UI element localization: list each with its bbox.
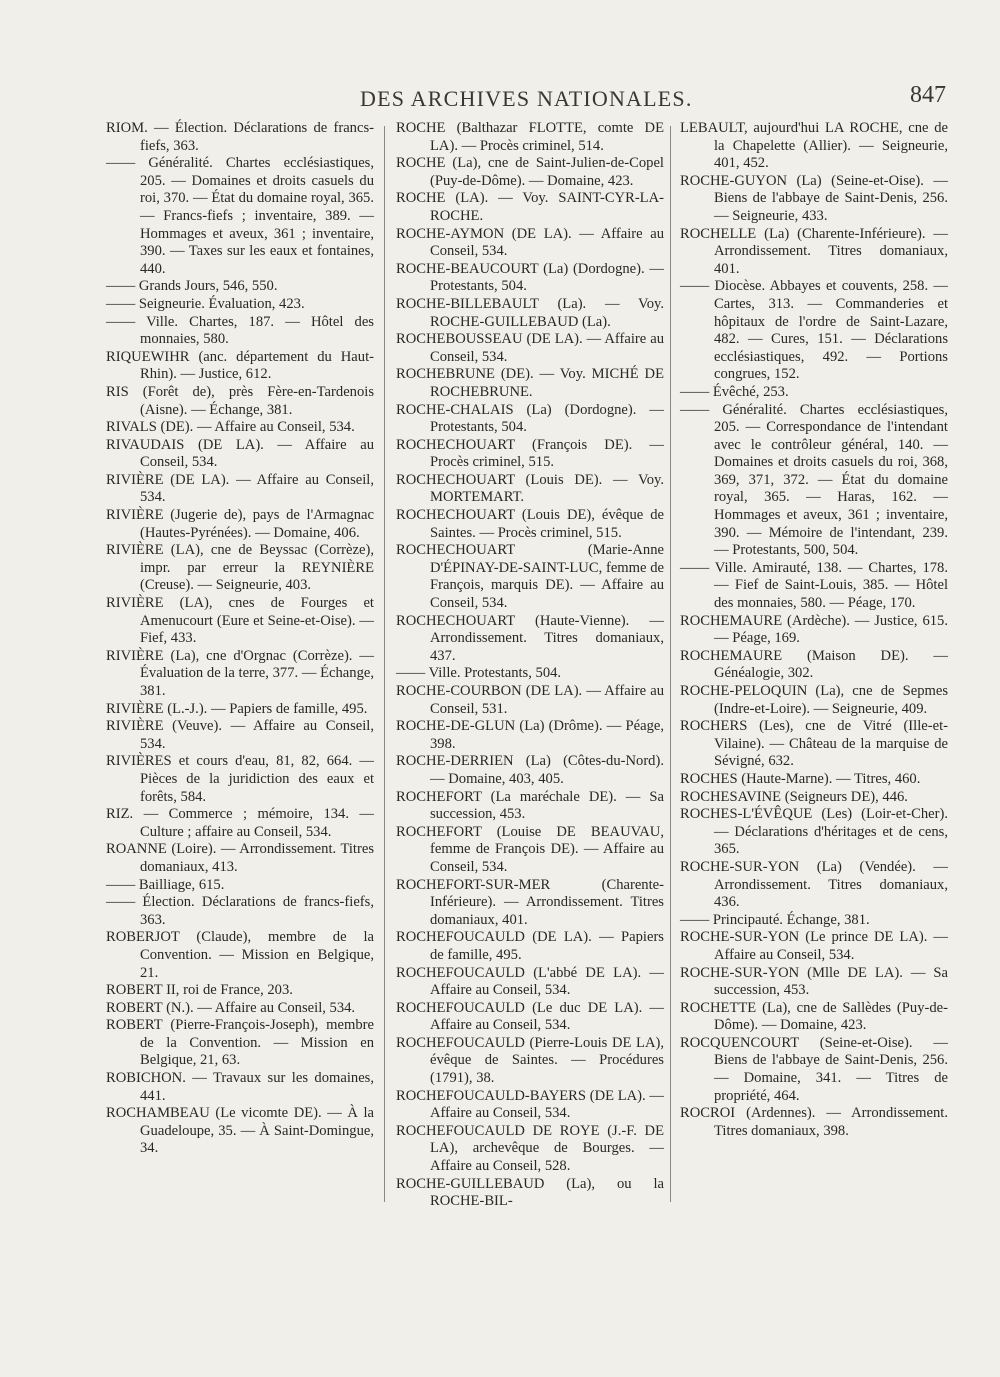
index-entry: LEBAULT, aujourd'hui LA ROCHE, cne de la Chapelette (Allier). — Seigneurie, 401, 452. — [680, 120, 948, 172]
index-column-middle — [396, 120, 664, 1211]
index-entry: RIVIÈRE (Veuve). — Affaire au Conseil, 534. — [106, 718, 374, 752]
index-entry: ROCHELLE (La) (Charente-Inférieure). — Arrondissement. Titres domaniaux, 401. — [680, 225, 948, 277]
index-entry: RIVIÈRES et cours d'eau, 81, 82, 664. — Pièces de la juridiction des eaux et forêts, 584. — [106, 753, 374, 805]
index-entry: ROCHECHOUART (Louis DE). — Voy. MORTEMART. — [396, 471, 664, 506]
index-entry: ROCHEFOUCAULD (L'abbé DE LA). — Affaire au Conseil, 534. — [396, 964, 664, 999]
index-entry: —— Évêché, 253. — [680, 383, 789, 400]
index-entry: —— Généralité. Chartes ecclésiastiques, 205. — Domaines et droits casuels du roi, 370. — État du domaine royal, 365. — Francs-fiefs ; inventaire, 389. — Hommages et aveux, 361 ; inventaire, 390. — Taxes sur les eaux et fontaines, 440. — [106, 155, 374, 277]
index-entry: ROBICHON. — Travaux sur les domaines, 441. — [106, 1070, 374, 1104]
index-entry: ROCHES-L'ÉVÊQUE (Les) (Loir-et-Cher). — Déclarations d'héritages et de cens, 365. — [680, 806, 948, 858]
index-entry: ROCHECHOUART (Louis DE), évêque de Saintes. — Procès criminel, 515. — [396, 507, 664, 541]
index-entry: ROCHE-GUYON (La) (Seine-et-Oise). — Biens de l'abbaye de Saint-Denis, 256. — Seigneurie, 433. — [680, 172, 948, 224]
index-entry: ROANNE (Loire). — Arrondissement. Titres domaniaux, 413. — [106, 841, 374, 875]
index-entry: ROCHESAVINE (Seigneurs DE), 446. — [680, 788, 908, 805]
index-entry: RIS (Forêt de), près Fère-en-Tardenois (Aisne). — Échange, 381. — [106, 383, 374, 418]
index-entry: —— Élection. Déclarations de francs-fiefs, 363. — [106, 894, 374, 928]
index-entry: —— Ville. Chartes, 187. — Hôtel des monnaies, 580. — [106, 313, 374, 348]
index-entry: ROCQUENCOURT (Seine-et-Oise). — Biens de l'abbaye de Saint-Denis, 256. — Domaine, 341. — Titres de propriété, 464. — [680, 1034, 948, 1104]
index-entry: —— Seigneurie. Évaluation, 423. — [106, 295, 305, 312]
index-entry: RIVIÈRE (LA), cnes de Fourges et Amenucourt (Eure et Seine-et-Oise). — Fief, 433. — [106, 595, 374, 647]
index-entry: RIVIÈRE (LA), cne de Beyssac (Corrèze), impr. par erreur la REYNIÈRE (Creuse). — Seigneurie, 403. — [106, 542, 374, 594]
index-entry: ROCHE-COURBON (DE LA). — Affaire au Conseil, 531. — [396, 683, 664, 717]
index-entry: —— Principauté. Échange, 381. — [680, 911, 870, 928]
index-entry: ROCHE (LA). — Voy. SAINT-CYR-LA-ROCHE. — [396, 190, 664, 224]
index-entry: ROCHECHOUART (Marie-Anne D'ÉPINAY-DE-SAINT-LUC, femme de François, marquis DE). — Affaire au Conseil, 534. — [396, 542, 664, 612]
running-title: DES ARCHIVES NATIONALES. — [360, 86, 693, 111]
index-column-left — [106, 120, 374, 1158]
index-entry: ROCROI (Ardennes). — Arrondissement. Titres domaniaux, 398. — [680, 1105, 948, 1139]
index-entry: ROCHES (Haute-Marne). — Titres, 460. — [680, 770, 921, 787]
index-entry: RIVIÈRE (La), cne d'Orgnac (Corrèze). — Évaluation de la terre, 377. — Échange, 381. — [106, 647, 374, 699]
index-entry: ROCHEMAURE (Ardèche). — Justice, 615. — Péage, 169. — [680, 612, 948, 647]
index-entry: ROCHEFOUCAULD (DE LA). — Papiers de famille, 495. — [396, 929, 664, 963]
index-entry: ROCHAMBEAU (Le vicomte DE). — À la Guadeloupe, 35. — À Saint-Domingue, 34. — [106, 1105, 374, 1157]
index-entry: RIVALS (DE). — Affaire au Conseil, 534. — [106, 419, 355, 436]
index-entry: RIVIÈRE (L.-J.). — Papiers de famille, 495. — [106, 700, 368, 717]
index-entry: ROBERT II, roi de France, 203. — [106, 982, 293, 999]
index-entry: ROCHEFOUCAULD (Le duc DE LA). — Affaire au Conseil, 534. — [396, 999, 664, 1034]
index-entry: ROCHEFORT (Louise DE BEAUVAU, femme de François DE). — Affaire au Conseil, 534. — [396, 823, 664, 875]
index-entry: ROCHEFOUCAULD (Pierre-Louis DE LA), évêque de Saintes. — Procédures (1791), 38. — [396, 1034, 664, 1087]
index-entry: ROCHE-DERRIEN (La) (Côtes-du-Nord). — Domaine, 403, 405. — [396, 753, 664, 787]
index-entry: —— Ville. Protestants, 504. — [396, 665, 562, 682]
index-entry: ROCHE-BILLEBAULT (La). — Voy. ROCHE-GUILLEBAUD (La). — [396, 295, 664, 330]
index-entry: RIZ. — Commerce ; mémoire, 134. — Culture ; affaire au Conseil, 534. — [106, 806, 374, 840]
index-entry: ROCHE-GUILLEBAUD (La), ou la ROCHE-BIL- — [396, 1175, 664, 1210]
index-entry: ROCHEFOUCAULD-BAYERS (DE LA). — Affaire au Conseil, 534. — [396, 1087, 664, 1122]
index-entry: RIOM. — Élection. Déclarations de francs-fiefs, 363. — [106, 120, 374, 154]
page-number: 847 — [910, 82, 946, 108]
index-entry: ROBERJOT (Claude), membre de la Convention. — Mission en Belgique, 21. — [106, 929, 374, 981]
index-entry: ROCHE-SUR-YON (Le prince DE LA). — Affaire au Conseil, 534. — [680, 929, 948, 963]
index-entry: RIVIÈRE (DE LA). — Affaire au Conseil, 534. — [106, 471, 374, 506]
index-entry: ROCHEFORT-SUR-MER (Charente-Inférieure). — Arrondissement. Titres domaniaux, 401. — [396, 876, 664, 928]
index-entry: ROCHE-PELOQUIN (La), cne de Sepmes (Indre-et-Loire). — Seigneurie, 409. — [680, 683, 948, 717]
column-divider — [384, 126, 385, 1202]
index-entry: ROCHEFOUCAULD DE ROYE (J.-F. DE LA), archevêque de Bourges. — Affaire au Conseil, 528. — [396, 1122, 664, 1175]
index-entry: —— Diocèse. Abbayes et couvents, 258. — Cartes, 313. — Commanderies et hôpitaux de l'ordre de Saint-Lazare, 482. — Cures, 151. — Déclarations ecclésiastiques, 492. — Portions congrues, 152. — [680, 278, 948, 383]
column-divider — [670, 126, 671, 1202]
index-entry: RIQUEWIHR (anc. département du Haut-Rhin). — Justice, 612. — [106, 348, 374, 383]
index-entry: ROCHE-SUR-YON (Mlle DE LA). — Sa succession, 453. — [680, 964, 948, 999]
index-entry: ROCHECHOUART (François DE). — Procès criminel, 515. — [396, 436, 664, 471]
index-column-right — [680, 120, 948, 1140]
index-entry: RIVIÈRE (Jugerie de), pays de l'Armagnac (Hautes-Pyrénées). — Domaine, 406. — [106, 507, 374, 541]
index-entry: ROCHE-BEAUCOURT (La) (Dordogne). — Protestants, 504. — [396, 260, 664, 295]
index-entry: ROCHETTE (La), cne de Sallèdes (Puy-de-Dôme). — Domaine, 423. — [680, 999, 948, 1034]
index-entry: ROBERT (N.). — Affaire au Conseil, 534. — [106, 999, 356, 1016]
index-entry: —— Grands Jours, 546, 550. — [106, 278, 278, 295]
page-header — [0, 80, 1000, 120]
index-entry: ROCHECHOUART (Haute-Vienne). — Arrondissement. Titres domaniaux, 437. — [396, 612, 664, 664]
index-entry: ROCHERS (Les), cne de Vitré (Ille-et-Vilaine). — Château de la marquise de Sévigné, 632. — [680, 718, 948, 770]
index-entry: —— Généralité. Chartes ecclésiastiques, 205. — Correspondance de l'intendant avec le contrôleur général, 140. — Domaines et droits casuels du roi, 368, 369, 371, 372. — État du domaine royal, 365. — Haras, 162. — Hommages et aveux, 361 ; inventaire, 390. — Mémoire de l'intendant, 239. — Protestants, 500, 504. — [680, 401, 948, 559]
index-entry: ROBERT (Pierre-François-Joseph), membre de la Convention. — Mission en Belgique, 21, 63. — [106, 1017, 374, 1069]
index-entry: ROCHE-SUR-YON (La) (Vendée). — Arrondissement. Titres domaniaux, 436. — [680, 858, 948, 911]
index-entry: ROCHEBOUSSEAU (DE LA). — Affaire au Conseil, 534. — [396, 331, 664, 365]
index-entry: ROCHEBRUNE (DE). — Voy. MICHÉ DE ROCHEBRUNE. — [396, 366, 664, 400]
index-entry: ROCHE (Balthazar FLOTTE, comte DE LA). — Procès criminel, 514. — [396, 120, 664, 154]
index-entry: —— Ville. Amirauté, 138. — Chartes, 178. — Fief de Saint-Louis, 385. — Hôtel des monnaies, 580. — Péage, 170. — [680, 559, 948, 612]
index-entry: —— Bailliage, 615. — [106, 876, 225, 893]
index-entry: ROCHE-DE-GLUN (La) (Drôme). — Péage, 398. — [396, 718, 664, 752]
index-entry: ROCHEFORT (La maréchale DE). — Sa succession, 453. — [396, 788, 664, 823]
index-entry: ROCHE (La), cne de Saint-Julien-de-Copel (Puy-de-Dôme). — Domaine, 423. — [396, 155, 664, 189]
index-entry: ROCHEMAURE (Maison DE). — Généalogie, 302. — [680, 647, 948, 682]
index-entry: ROCHE-AYMON (DE LA). — Affaire au Conseil, 534. — [396, 225, 664, 260]
index-entry: RIVAUDAIS (DE LA). — Affaire au Conseil, 534. — [106, 436, 374, 471]
index-entry: ROCHE-CHALAIS (La) (Dordogne). — Protestants, 504. — [396, 401, 664, 436]
